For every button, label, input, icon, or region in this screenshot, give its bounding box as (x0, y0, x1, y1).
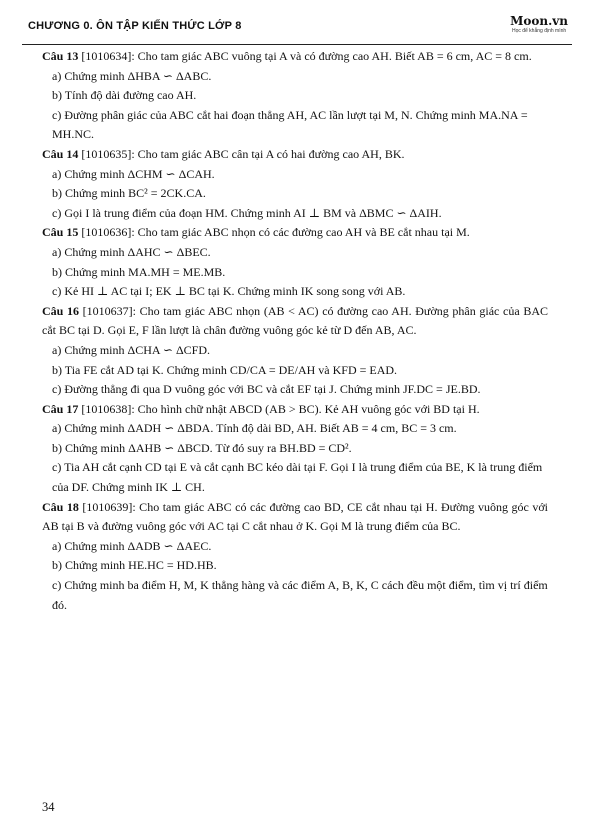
logo-text: Moon.vn (510, 14, 568, 28)
question-label: Câu 14 (42, 146, 79, 161)
chapter-title: CHƯƠNG 0. ÔN TẬP KIẾN THỨC LỚP 8 (28, 20, 242, 32)
question-list (42, 47, 548, 615)
question-item: c) Kẻ HI ⊥ AC tại I; EK ⊥ BC tại K. Chứng minh IK song song với AB. (52, 284, 406, 299)
question-item: c) Đường thẳng đi qua D vuông góc với BC và cắt EF tại J. Chứng minh JF.DC = JE.BD. (52, 382, 481, 397)
question-item: c) Tia AH cắt cạnh CD tại E và cắt cạnh BC kéo dài tại F. Gọi I là trung điểm của BE, K là trung điểm của DF. Chứng minh IK ⊥ CH. (52, 460, 543, 495)
question-stem: [1010636]: Cho tam giác ABC nhọn có các đường cao AH và BE cắt nhau tại M. (81, 225, 470, 240)
page-header (22, 14, 574, 44)
header-divider (22, 44, 572, 45)
question-item: a) Chứng minh ΔHBA ∽ ΔABC. (52, 68, 212, 83)
question-item: b) Chứng minh HE.HC = HD.HB. (52, 558, 217, 573)
question-item: c) Gọi I là trung điểm của đoạn HM. Chứng minh AI ⊥ BM và ΔBMC ∽ ΔAIH. (52, 205, 442, 220)
question-13 (42, 47, 548, 67)
question-18 (42, 498, 548, 537)
question-16 (42, 302, 548, 341)
question-stem: [1010638]: Cho hình chữ nhật ABCD (AB > BC). Kẻ AH vuông góc với BD tại H. (81, 401, 480, 416)
question-label: Câu 17 (42, 401, 79, 416)
question-stem: [1010637]: Cho tam giác ABC nhọn (AB < AC) có đường cao AH. Đường phân giác của BAC cắt BC tại D. Gọi E, F lần lượt là chân đường vuông góc kẻ từ D đến AB, AC. (42, 303, 548, 338)
question-stem: [1010634]: Cho tam giác ABC vuông tại A và có đường cao AH. Biết AB = 6 cm, AC = 8 cm. (81, 49, 532, 63)
brand-logo (510, 14, 568, 34)
logo-tagline: Học để khẳng định mình (511, 28, 567, 34)
question-item: b) Chứng minh MA.MH = ME.MB. (52, 264, 226, 279)
question-label: Câu 18 (42, 499, 79, 514)
question-label: Câu 15 (42, 225, 79, 240)
question-item: a) Chứng minh ΔCHA ∽ ΔCFD. (52, 342, 211, 357)
question-item: b) Tia FE cắt AD tại K. Chứng minh CD/CA = DE/AH và KFD = EAD. (52, 362, 398, 377)
question-item: a) Chứng minh ΔCHM ∽ ΔCAH. (52, 166, 215, 181)
question-item: b) Chứng minh BC² = 2CK.CA. (52, 186, 206, 201)
question-item: b) Tính độ dài đường cao AH. (52, 88, 197, 103)
question-17 (42, 400, 548, 420)
question-item: c) Đường phân giác của ABC cắt hai đoạn thẳng AH, AC lần lượt tại M, N. Chứng minh MA.NA = MH.NC. (52, 107, 528, 142)
question-item: b) Chứng minh ΔAHB ∽ ΔBCD. Từ đó suy ra BH.BD = CD². (52, 440, 352, 455)
question-stem: [1010639]: Cho tam giác ABC có các đường cao BD, CE cắt nhau tại H. Đường vuông góc với AB tại B và đường vuông góc với AC tại C cắt nhau ở K. Gọi M là trung điểm của BC. (42, 499, 549, 534)
question-label: Câu 13 (42, 49, 79, 63)
question-item: c) Chứng minh ba điểm H, M, K thẳng hàng và các điểm A, B, K, C cách đều một điểm, tìm vị trí điểm đó. (52, 578, 548, 612)
question-15 (42, 223, 548, 243)
page-number: 34 (42, 800, 55, 814)
question-stem: [1010635]: Cho tam giác ABC cân tại A có hai đường cao AH, BK. (81, 146, 405, 161)
question-14 (42, 145, 548, 165)
question-label: Câu 16 (42, 303, 79, 318)
question-item: a) Chứng minh ΔADH ∽ ΔBDA. Tính độ dài BD, AH. Biết AB = 4 cm, BC = 3 cm. (52, 421, 457, 436)
question-item: a) Chứng minh ΔADB ∽ ΔAEC. (52, 538, 212, 553)
question-item: a) Chứng minh ΔAHC ∽ ΔBEC. (52, 244, 211, 259)
